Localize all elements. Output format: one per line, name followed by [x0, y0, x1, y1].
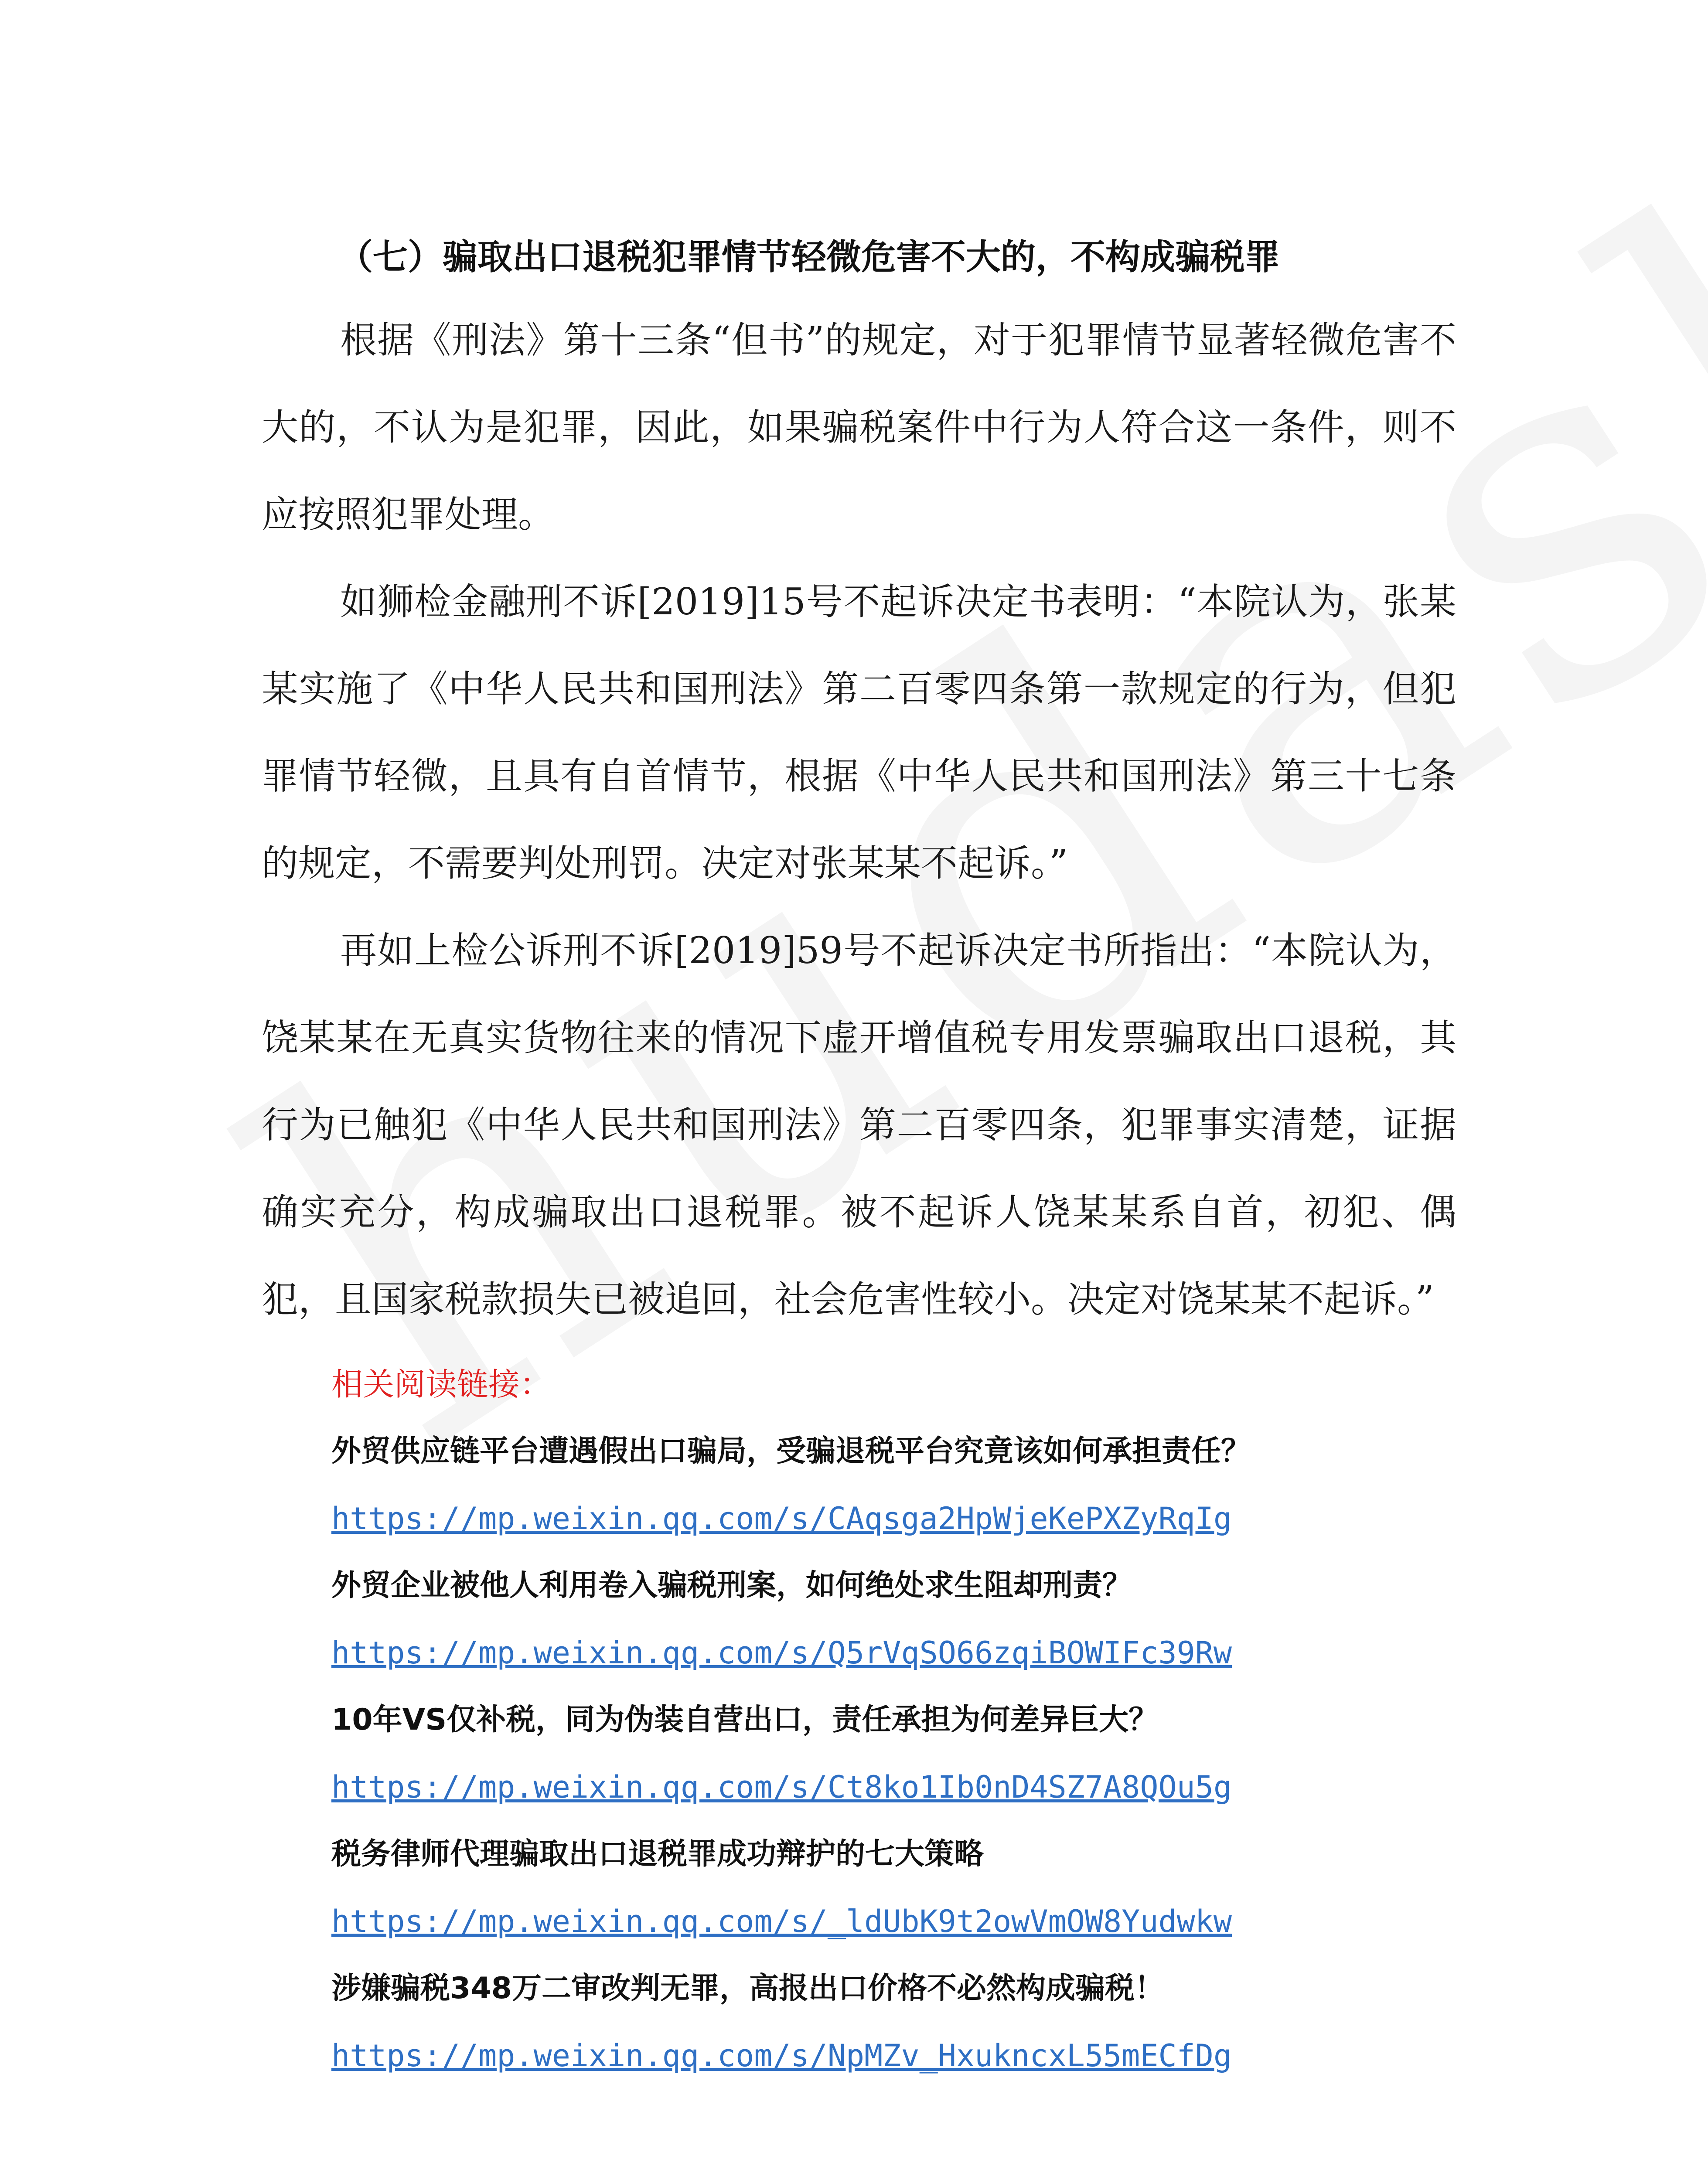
related-link-title: 外贸企业被他人利用卷入骗税刑案，如何绝处求生阻却刑责？ [331, 1568, 1132, 1603]
related-link-title: 10年VS仅补税，同为伪装自营出口，责任承担为何差异巨大？ [331, 1703, 1159, 1737]
related-link-title: 涉嫌骗税348万二审改判无罪，高报出口价格不必然构成骗税！ [331, 1971, 1164, 2006]
related-link-title: 税务律师代理骗取出口退税罪成功辩护的七大策略 [331, 1837, 984, 1871]
related-link-url[interactable]: https://mp.weixin.qq.com/s/_ldUbK9t2owVmOW8Yudwkw [331, 1904, 1232, 1939]
related-reading-label: 相关阅读链接： [331, 1366, 552, 1403]
related-link-url[interactable]: https://mp.weixin.qq.com/s/Ct8ko1Ib0nD4SZ7A8QOu5g [331, 1769, 1232, 1805]
paragraph-case-shangjian: 再如上检公诉刑不诉[2019]59号不起诉决定书所指出：“本院认为，饶某某在无真实货物往来的情况下虚开增值税专用发票骗取出口退税，其行为已触犯《中华人民共和国刑法》第二百零四条，犯罪事实清楚，证据确实充分，构成骗取出口退税罪。被不起诉人饶某某系自首，初犯、偶犯，且国家税款损失已被追回，社会危害性较小。决定对饶某某不起诉。” [262, 929, 1456, 1321]
related-link-url[interactable]: https://mp.weixin.qq.com/s/NpMZv_HxukncxL55mECfDg [331, 2038, 1232, 2074]
related-link-title: 外贸供应链平台遭遇假出口骗局，受骗退税平台究竟该如何承担责任？ [331, 1434, 1251, 1468]
related-link-item [331, 1417, 1456, 1551]
related-link-url[interactable]: https://mp.weixin.qq.com/s/Q5rVqSO66zqiBOWIFc39Rw [331, 1635, 1232, 1671]
related-link-item [331, 1820, 1456, 1954]
paragraph-case-shijian: 如狮检金融刑不诉[2019]15号不起诉决定书表明：“本院认为，张某某实施了《中华人民共和国刑法》第二百零四条第一款规定的行为，但犯罪情节轻微，且具有自首情节，根据《中华人民共和国刑法》第三十七条的规定，不需要判处刑罚。决定对张某某不起诉。” [262, 580, 1456, 885]
section-heading: （七）骗取出口退税犯罪情节轻微危害不大的，不构成骗税罪 [338, 237, 1280, 277]
related-link-item [331, 1954, 1456, 2088]
related-reading-section [262, 1352, 1456, 2088]
related-link-item [331, 1551, 1456, 1686]
related-link-url[interactable]: https://mp.weixin.qq.com/s/CAqsga2HpWjeKePXZyRqIg [331, 1501, 1232, 1536]
related-link-item [331, 1686, 1456, 1820]
paragraph-but-clause: 根据《刑法》第十三条“但书”的规定，对于犯罪情节显著轻微危害不大的，不认为是犯罪，因此，如果骗税案件中行为人符合这一条件，则不应按照犯罪处理。 [262, 319, 1456, 536]
page-content [262, 218, 1456, 2088]
